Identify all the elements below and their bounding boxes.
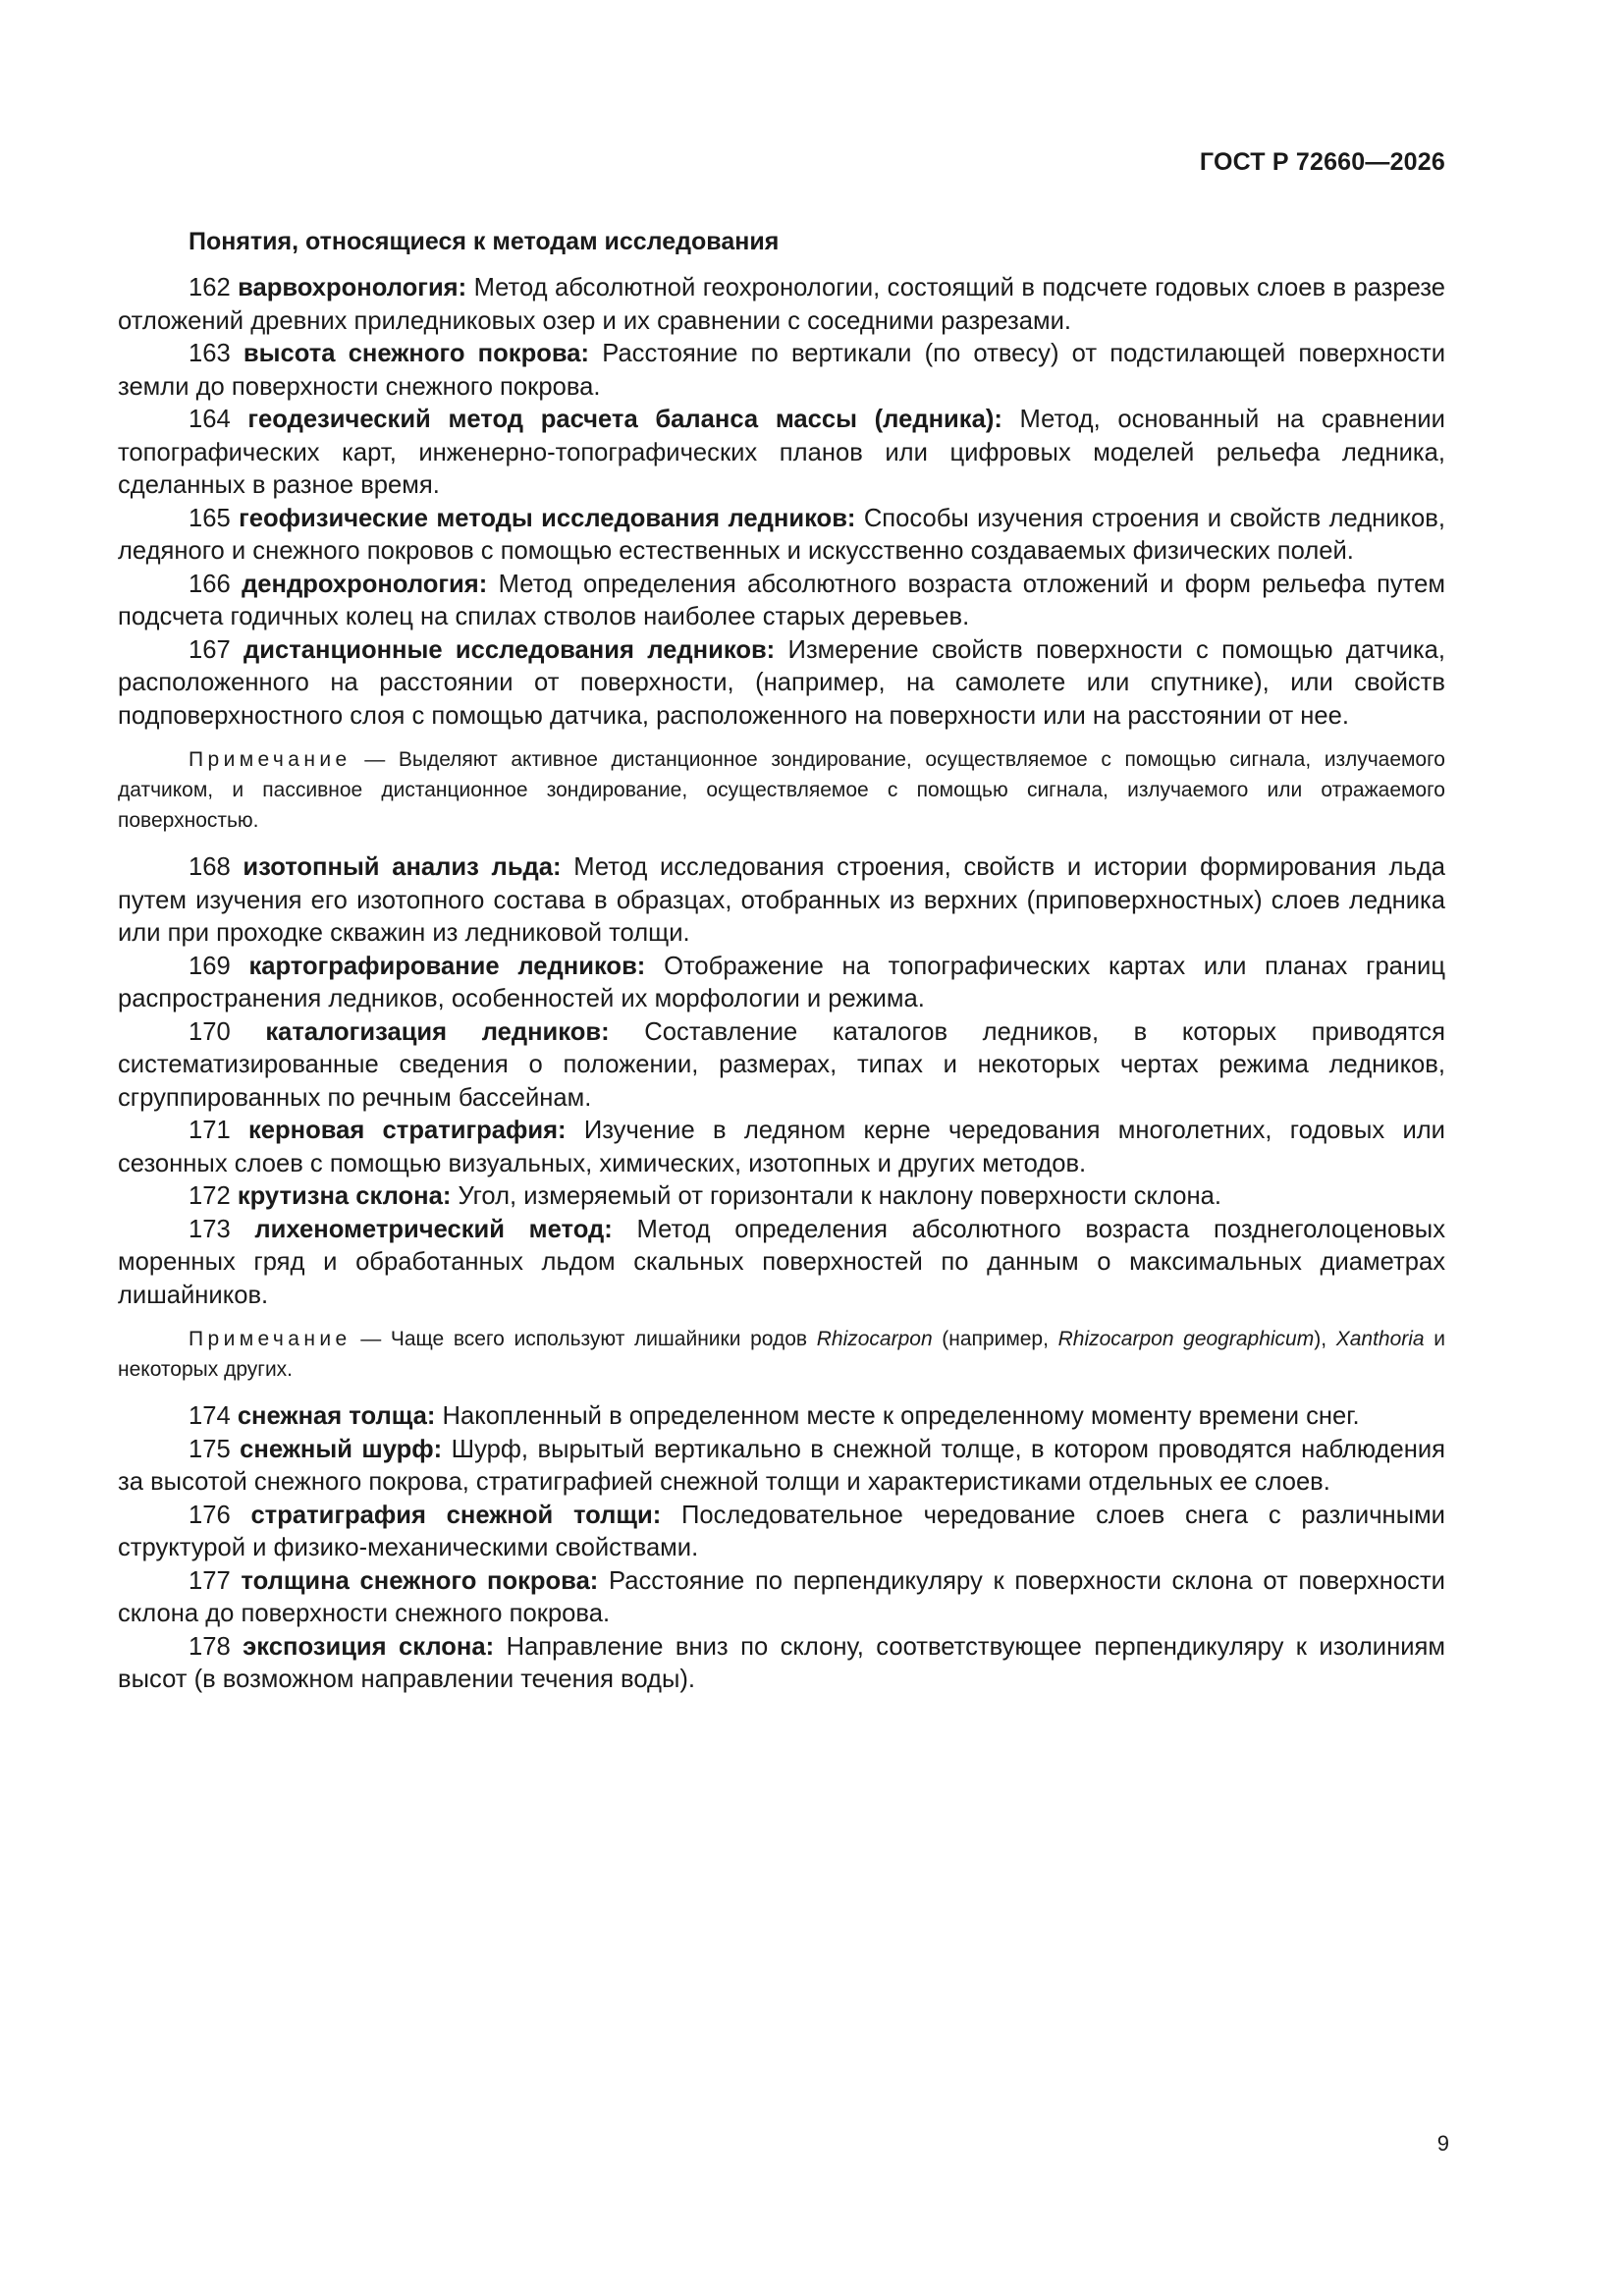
term-definition: Направление вниз по склону, соответствующее перпендикуляру к изолиниям высот (в возможном направлении течения воды). — [118, 1632, 1445, 1693]
note — [118, 744, 1445, 836]
term-name: картографирование ледников: — [248, 952, 646, 980]
species-name: Rhizocarpon geographicum — [1057, 1328, 1315, 1350]
term-entry: 166 дендрохронология: Метод определения абсолютного возраста отложений и форм рельефа путем подсчета годичных колец на спилах стволов наиболее старых деревьев. — [118, 570, 1445, 630]
term-entry: 175 снежный шурф: Шурф, вырытый вертикально в снежной толще, в котором проводятся наблюдения за высотой снежного покрова, стратиграфией снежной толщи и характеристиками отдельных ее слоев. — [118, 1435, 1445, 1496]
term-entry: 177 толщина снежного покрова: Расстояние по перпендикуляру к поверхности склона от поверхности склона до поверхности снежного покрова. — [118, 1566, 1445, 1627]
term-name: лихенометрический метод: — [254, 1215, 613, 1243]
term-definition: Накопленный в определенном месте к определенному моменту времени снег. — [435, 1402, 1360, 1430]
term-entry: 174 снежная толща: Накопленный в определенном месте к определенному моменту времени снег. — [189, 1402, 1360, 1430]
term-definition: Метод, основанный на сравнении топографических карт, инженерно-топографических планов или цифровых моделей рельефа ледника, сделанных в разное время. — [118, 406, 1445, 499]
term-definition: Шурф, вырытый вертикально в снежной толще, в котором проводятся наблюдения за высотой снежного покрова, стратиграфией снежной толщи и характеристиками отдельных ее слоев. — [118, 1435, 1445, 1496]
term-definition: Составление каталогов ледников, в которых приводятся систематизированные сведения о положении, размерах, типах и некоторых чертах режима ледников, сгруппированных по речным бассейнам. — [118, 1017, 1445, 1112]
term-definition: Измерение свойств поверхности с помощью датчика, расположенного на расстоянии от поверхности, (например, на самолете или спутнике), или свойств подповерхностного слоя с помощью датчика, расположенного на поверхности или на расстоянии от нее. — [118, 635, 1445, 730]
term-definition: Последовательное чередование слоев снега с различными структурой и физико-механическими свойствами. — [118, 1501, 1445, 1561]
genus-name: Xanthoria — [1335, 1328, 1425, 1350]
note-label: Примечание — [189, 748, 352, 771]
term-definition: Расстояние по вертикали (по отвесу) от подстилающей поверхности земли до поверхности снежного покрова. — [118, 340, 1445, 401]
term-entry: 168 изотопный анализ льда: Метод исследования строения, свойств и истории формирования льда путем изучения его изотопного состава в образцах, отобранных из верхних (приповерхностных) слоев ледника или при проходке скважин из ледниковой толщи. — [118, 853, 1445, 947]
term-name: керновая стратиграфия: — [247, 1117, 567, 1144]
term-name: геофизические методы исследования ледников: — [239, 504, 856, 532]
term-entry: 165 геофизические методы исследования ледников: Способы изучения строения и свойств ледников, ледяного и снежного покровов с помощью естественных и искусственно создаваемых физических полей. — [118, 504, 1445, 565]
document-code: ГОСТ Р 72660—2026 — [1199, 148, 1445, 176]
genus-name: Rhizocarpon — [816, 1328, 933, 1350]
term-name: снежная толща: — [237, 1402, 436, 1430]
term-entry: 173 лихенометрический метод: Метод определения абсолютного возраста позднеголоценовых моренных гряд и обработанных льдом скальных поверхностей по данным о максимальных диаметрах лишайников. — [118, 1215, 1445, 1309]
term-definition: Метод исследования строения, свойств и истории формирования льда путем изучения его изотопного состава в образцах, отобранных из верхних (приповерхностных) слоев ледника или при проходке скважин из ледниковой толщи. — [118, 853, 1445, 947]
term-entry: 178 экспозиция склона: Направление вниз по склону, соответствующее перпендикуляру к изолиниям высот (в возможном направлении течения воды). — [118, 1632, 1445, 1693]
term-definition: Способы изучения строения и свойств ледников, ледяного и снежного покровов с помощью естественных и искусственно создаваемых физических полей. — [118, 504, 1445, 565]
term-name: изотопный анализ льда: — [243, 853, 562, 881]
note-text: — Выделяют активное дистанционное зондирование, осуществляемое с помощью сигнала, излучаемого датчиком, и пассивное дистанционное зондирование, осуществляемое с помощью сигнала, излучаемого или отражаемого поверхностью. — [118, 748, 1445, 832]
term-name: высота снежного покрова: — [243, 340, 590, 367]
term-name: дендрохронология: — [242, 570, 488, 598]
page-content — [118, 225, 1445, 1697]
term-definition: Угол, измеряемый от горизонтали к наклону поверхности склона. — [451, 1182, 1221, 1210]
note: Примечание — Чаще всего используют лишайники родов Rhizocarpon (например, Rhizocarpon geographicum), Xanthoria и некоторых других. — [118, 1328, 1445, 1381]
term-name: экспозиция склона: — [243, 1632, 495, 1661]
term-entry: 176 стратиграфия снежной толщи: Последовательное чередование слоев снега с различными структурой и физико-механическими свойствами. — [118, 1501, 1445, 1561]
term-definition: Изучение в ледяном керне чередования многолетних, годовых или сезонных слоев с помощью визуальных, химических, изотопных и других методов. — [118, 1117, 1445, 1177]
term-definition: Метод абсолютной геохронологии, состоящий в подсчете годовых слоев в разрезе отложений древних приледниковых озер и их сравнении с соседними разрезами. — [118, 274, 1445, 335]
term-name: дистанционные исследования ледников: — [243, 635, 776, 664]
term-entry: 164 геодезический метод расчета баланса массы (ледника): Метод, основанный на сравнении топографических карт, инженерно-топографических планов или цифровых моделей рельефа ледника, сделанных в разное время. — [118, 406, 1445, 499]
section-title: Понятия, относящиеся к методам исследования — [189, 228, 780, 255]
term-entry: 169 картографирование ледников: Отображение на топографических картах или планах границ распространения ледников, особенностей их морфологии и режима. — [118, 952, 1445, 1012]
term-entry: 170 каталогизация ледников: Составление каталогов ледников, в которых приводятся систематизированные сведения о положении, размерах, типах и некоторых чертах режима ледников, сгруппированных по речным бассейнам. — [118, 1017, 1445, 1112]
term-name: геодезический метод расчета баланса массы (ледника): — [247, 406, 1002, 433]
term-entry: 171 керновая стратиграфия: Изучение в ледяном керне чередования многолетних, годовых или сезонных слоев с помощью визуальных, химических, изотопных и других методов. — [118, 1117, 1445, 1177]
term-definition: Метод определения абсолютного возраста позднеголоценовых моренных гряд и обработанных льдом скальных поверхностей по данным о максимальных диаметрах лишайников. — [118, 1215, 1445, 1309]
term-name: стратиграфия снежной толщи: — [250, 1501, 662, 1529]
page-number: 9 — [1436, 2131, 1449, 2156]
term-entry: 167 дистанционные исследования ледников: Измерение свойств поверхности с помощью датчика, расположенного на расстоянии от поверхности, (например, на самолете или спутнике), или свойств подповерхностного слоя с помощью датчика, расположенного на поверхности или на расстоянии от нее. — [118, 635, 1445, 730]
term-definition: Метод определения абсолютного возраста отложений и форм рельефа путем подсчета годичных колец на спилах стволов наиболее старых деревьев. — [118, 570, 1445, 630]
note-label: Примечание — [189, 1328, 352, 1350]
term-name: каталогизация ледников: — [265, 1017, 610, 1046]
term-name: крутизна склона: — [237, 1182, 452, 1210]
term-definition: Отображение на топографических картах или планах границ распространения ледников, особенностей их морфологии и режима. — [118, 952, 1445, 1012]
term-entry: 172 крутизна склона: Угол, измеряемый от горизонтали к наклону поверхности склона. — [189, 1182, 1221, 1210]
term-name: варвохронология: — [238, 274, 467, 301]
term-entry: 163 высота снежного покрова: Расстояние по вертикали (по отвесу) от подстилающей поверхности земли до поверхности снежного покрова. — [118, 340, 1445, 401]
term-definition: Расстояние по перпендикуляру к поверхности склона от поверхности склона до поверхности снежного покрова. — [118, 1566, 1445, 1627]
term-name: снежный шурф: — [240, 1435, 443, 1463]
term-name: толщина снежного покрова: — [241, 1566, 599, 1595]
term-entry: 162 варвохронология: Метод абсолютной геохронологии, состоящий в подсчете годовых слоев в разрезе отложений древних приледниковых озер и их сравнении с соседними разрезами. — [118, 274, 1445, 335]
